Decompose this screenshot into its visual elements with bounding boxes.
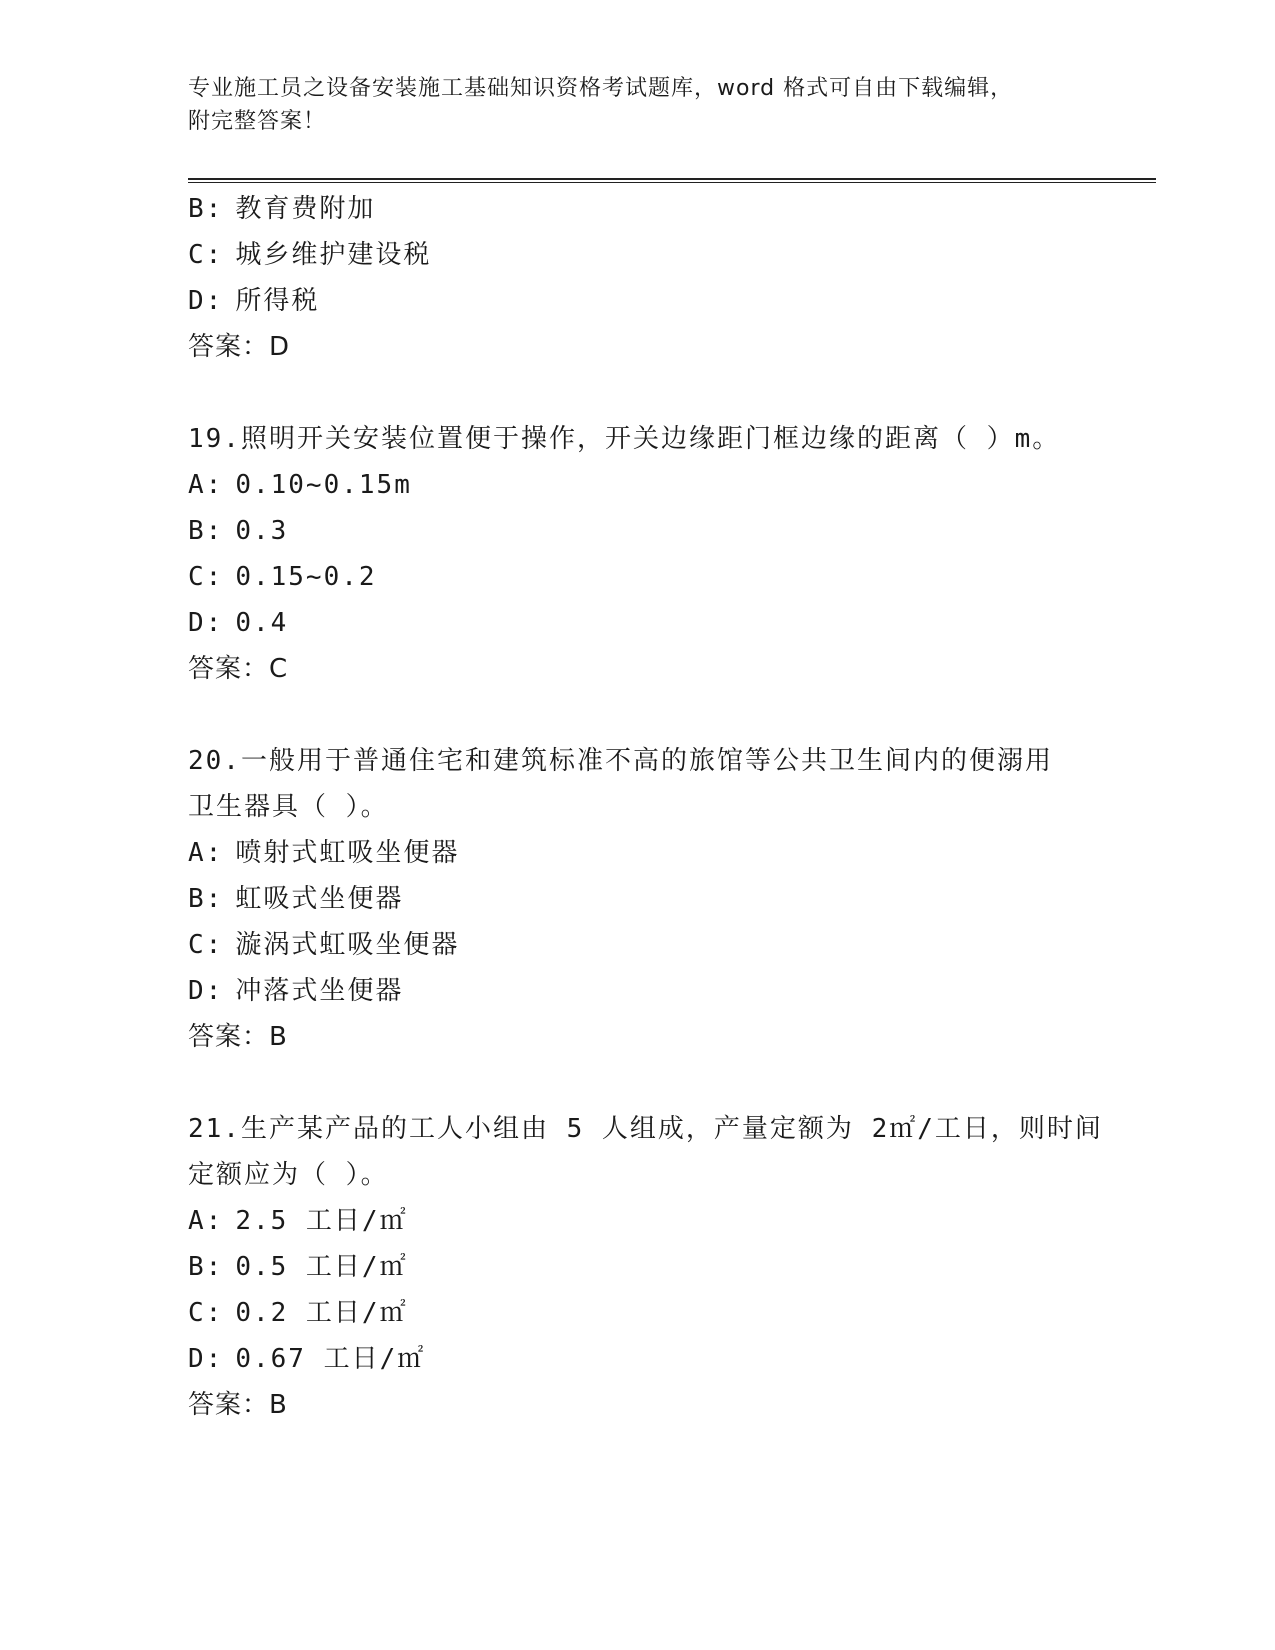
option-a: A: 喷射式虹吸坐便器: [188, 838, 460, 868]
page-header: [188, 72, 1068, 138]
question-21: [188, 1106, 1103, 1428]
question-stem-line-2: 卫生器具（ ）。: [188, 792, 389, 822]
answer-line: 答案：B: [188, 1390, 288, 1420]
question-20: [188, 738, 1088, 1060]
question-content: [188, 186, 1103, 1428]
option-c: C: 0.2 工日/㎡: [188, 1298, 408, 1328]
answer-line: 答案：B: [188, 1022, 288, 1052]
header-divider: [188, 178, 1156, 183]
option-a: A: 0.10~0.15m: [188, 470, 412, 500]
option-d: D: 0.67 工日/㎡: [188, 1344, 426, 1374]
option-c: C: 0.15~0.2: [188, 562, 377, 592]
question-stem-line-1: 21.生产某产品的工人小组由 5 人组成，产量定额为 2㎡/工日，则时间: [188, 1114, 1103, 1144]
question-stem-line-1: 20.一般用于普通住宅和建筑标准不高的旅馆等公共卫生间内的便溺用: [188, 746, 1053, 776]
option-a: A: 2.5 工日/㎡: [188, 1206, 408, 1236]
option-b: B: 教育费附加: [188, 194, 376, 224]
answer-line: 答案：D: [188, 332, 291, 362]
option-b: B: 0.5 工日/㎡: [188, 1252, 408, 1282]
question-stem-line-2: 定额应为（ ）。: [188, 1160, 389, 1190]
option-d: D: 0.4: [188, 608, 289, 638]
option-d: D: 所得税: [188, 286, 320, 316]
answer-line: 答案：C: [188, 654, 289, 684]
spacer: [188, 692, 1088, 738]
option-c: C: 城乡维护建设税: [188, 240, 432, 270]
option-c: C: 漩涡式虹吸坐便器: [188, 930, 460, 960]
spacer: [188, 1060, 1088, 1106]
spacer: [188, 370, 1088, 416]
question-18-tail: [188, 186, 1088, 370]
question-19: [188, 416, 1088, 692]
option-d: D: 冲落式坐便器: [188, 976, 404, 1006]
question-stem: 19.照明开关安装位置便于操作，开关边缘距门框边缘的距离（ ）m。: [188, 424, 1061, 454]
option-b: B: 虹吸式坐便器: [188, 884, 404, 914]
header-line-2: 附完整答案！: [188, 109, 327, 134]
header-line-1: 专业施工员之设备安装施工基础知识资格考试题库，word 格式可自由下载编辑，: [188, 76, 1014, 101]
option-b: B: 0.3: [188, 516, 289, 546]
